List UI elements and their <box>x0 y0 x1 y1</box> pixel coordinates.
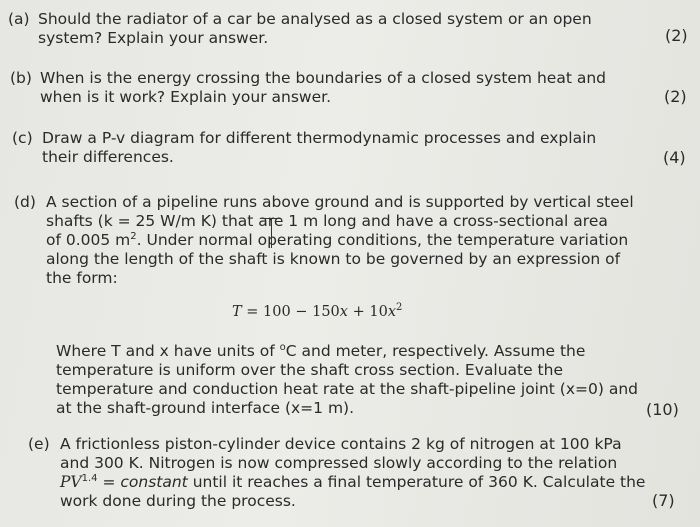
question-e-line-3-end: until it reaches a final temperature of 360 K. Calculate the <box>187 473 646 491</box>
para2-line-1-start: Where T and x have units of <box>56 342 280 360</box>
equation-x: x <box>339 304 348 320</box>
question-d-para2-line-3: temperature and conduction heat rate at the shaft-pipeline joint (x=0) and <box>56 380 639 398</box>
pv-equals: = <box>97 473 121 491</box>
question-d-para2-line-4: at the shaft-ground interface (x=1 m). <box>56 399 355 417</box>
question-e <box>28 435 648 511</box>
question-c-marks: (4) <box>663 148 686 167</box>
question-b-line-1: When is the energy crossing the boundaries of a closed system heat and <box>40 69 606 87</box>
question-b <box>10 69 650 107</box>
question-b-line-2: when is it work? Explain your answer. <box>40 88 332 106</box>
equation-minus: − <box>295 304 308 320</box>
question-d-line-5: the form: <box>46 269 118 287</box>
question-e-line-4: work done during the process. <box>60 492 296 510</box>
question-d-line-3 <box>46 231 654 250</box>
polytropic-exponent: 1.4 <box>81 472 98 484</box>
question-c-text <box>42 129 652 167</box>
question-d-line-3-start: of 0.005 m <box>46 231 131 249</box>
question-d-text <box>46 193 654 288</box>
question-b-label: (b) <box>10 69 32 87</box>
equation-lhs: T <box>232 304 242 320</box>
question-e-line-2: and 300 K. Nitrogen is now compressed slowly according to the relation <box>60 454 618 472</box>
question-b-marks: (2) <box>664 87 687 106</box>
constant-word: constant <box>120 473 188 491</box>
question-d-marks: (10) <box>646 400 679 419</box>
question-e-label: (e) <box>28 435 50 453</box>
question-d-line-1: A section of a pipeline runs above ground and is supported by vertical steel <box>46 193 634 211</box>
question-e-marks: (7) <box>652 491 675 510</box>
equation-linear-coefficient: 150 <box>312 304 340 320</box>
question-d-para2-line-2: temperature is uniform over the shaft cross section. Evaluate the <box>56 361 563 379</box>
question-d-paragraph-2 <box>56 342 646 418</box>
equation-quadratic-coefficient: 10 <box>369 304 388 320</box>
question-e-line-1: A frictionless piston-cylinder device contains 2 kg of nitrogen at 100 kPa <box>60 435 622 453</box>
degree-symbol: o <box>279 341 286 353</box>
question-a-line-1: Should the radiator of a car be analysed as a closed system or an open <box>38 10 592 28</box>
question-d-label: (d) <box>14 193 36 211</box>
question-e-line-3 <box>60 473 648 492</box>
question-d <box>14 193 654 288</box>
question-d-line-4: along the length of the shaft is known to be governed by an expression of <box>46 250 621 268</box>
area-exponent: 2 <box>130 230 137 242</box>
question-e-text <box>60 435 648 511</box>
equation-plus: + <box>352 304 365 320</box>
equation-equals: = <box>246 304 259 320</box>
pv-symbol: PV <box>60 473 82 491</box>
pen-stroke-mark-2 <box>262 218 280 219</box>
question-d-line-3-end: . Under normal operating conditions, the temperature variation <box>136 231 629 249</box>
question-b-text <box>40 69 650 107</box>
question-c-line-1: Draw a P-v diagram for different thermodynamic processes and explain <box>42 129 597 147</box>
pen-stroke-mark <box>271 218 272 248</box>
question-d-line-2: shafts (k = 25 W/m K) that are 1 m long and have a cross-sectional area <box>46 212 608 230</box>
question-c-label: (c) <box>12 129 33 147</box>
question-a-line-2: system? Explain your answer. <box>38 29 269 47</box>
question-a <box>8 10 648 48</box>
question-a-marks: (2) <box>665 26 688 45</box>
para2-line-1-end: C and meter, respectively. Assume the <box>285 342 586 360</box>
question-d-para2-line-1 <box>56 342 646 361</box>
temperature-equation <box>232 304 402 320</box>
question-a-text <box>38 10 648 48</box>
equation-constant: 100 <box>263 304 291 320</box>
question-c-line-2: their differences. <box>42 148 174 166</box>
equation-exponent: 2 <box>396 302 403 314</box>
question-a-label: (a) <box>8 10 30 28</box>
question-c <box>12 129 652 167</box>
equation-x-squared: x <box>387 304 396 320</box>
